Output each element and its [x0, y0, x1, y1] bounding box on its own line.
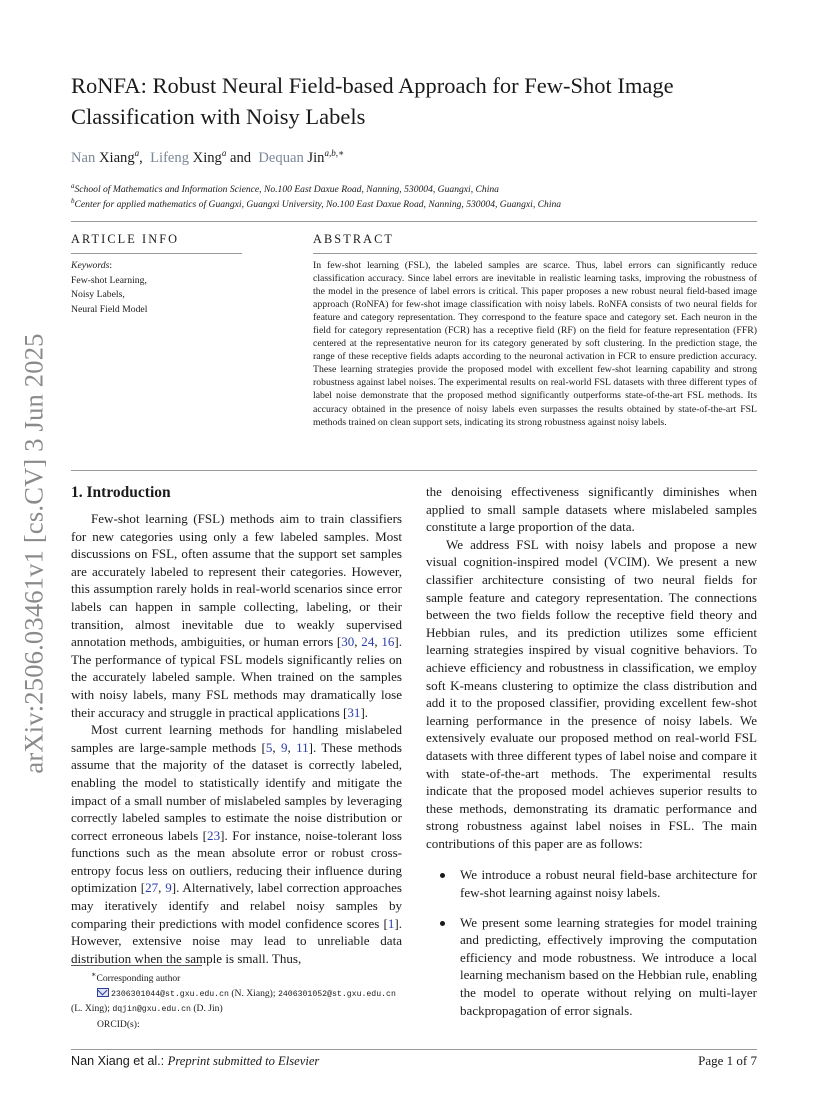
- author-affiliation-mark: a,b,∗: [324, 148, 345, 158]
- introduction-paragraph: We address FSL with noisy labels and propose a new visual cognition-inspired model (VCIM). We present a new classifier architecture consisting of two neural fields for sample feature and category representation. The connections between the two fields follow the receptive field theory and Hebbian rules, and its prediction utilizes some efficient learning strategies inspired by visual cognitive behaviors. To achieve efficiency and robustness in classification, we employ soft K-means clustering to optimize the class distribution and add it to the proposed classifier, providing excellent few-shot learning performance in the presence of noisy labels. We extensively evaluate our proposed method on real-world FSL datasets with three different types of label noise and compare it with state-of-the-art methods. The experimental results indicate that the proposed model achieves superior results to these methods, demonstrating its dramatic performance and strong robustness against label noises in FSL. The main contributions of this paper are as follows:: [426, 536, 757, 851]
- author-separator: ,: [139, 149, 151, 166]
- header-divider: [71, 221, 757, 222]
- email-icon: [97, 988, 109, 997]
- introduction-paragraph: Most current learning methods for handling mislabeled samples are large-sample methods [5, 9, 11]. These methods assume that the majority of the dataset is correctly labeled, enabling the model to statistically identify and mitigate the impact of a small number of mislabeled samples by leveraging correctly labeled samples to estimate the noise distribution or correct erroneous labels [23]. For instance, noise-tolerant loss functions such as the mean absolute error or robust cross-entropy focus less on outliers, reducing their influence during optimization [27, 9]. Alternatively, label correction approaches may iteratively identify and relabel noisy samples by comparing their predictions with model confidence scores [1]. However, extensive noise may lead to unreliable data distribution when the sample is small. Thus,: [71, 722, 403, 966]
- paper-title: RoNFA: Robust Neural Field-based Approach for Few-Shot Image Classification with Noisy Labels: [71, 73, 674, 129]
- email-link[interactable]: dqjin@gxu.edu.cn: [112, 1005, 191, 1015]
- bullet-icon: [440, 921, 445, 926]
- introduction-paragraph: Few-shot learning (FSL) methods aim to train classifiers for new categories using only a few labeled samples. Most discussions on FSL, often assume that the support set samples are accurately labeled to represent their categories. However, this assumption rarely holds in real-world scenarios since error labels can happen in sample collecting, labeling, or their transition, almost inevitable due to weakly supervised annotation methods, ambiguities, or human errors [30, 24, 16]. The performance of typical FSL models significantly relies on the accurately labeled sample. When trained on the samples with noisy labels, many FSL methods may dramatically lose their accuracy and struggle in practical applications [31].: [71, 511, 402, 720]
- citation-link[interactable]: 9: [165, 880, 172, 896]
- author-separator: and: [226, 149, 259, 166]
- contributions-list: [426, 866, 757, 1019]
- footnote-divider: [71, 965, 202, 966]
- arxiv-identifier-stamp: [12, 318, 56, 788]
- keyword-item: Noisy Labels,: [71, 289, 125, 300]
- page-number: Page 1 of 7: [698, 1053, 757, 1068]
- email-line: (L. Xing); dqjin@gxu.edu.cn (D. Jin): [71, 1003, 223, 1015]
- affiliation-text: School of Mathematics and Information Science, No.100 East Daxue Road, Nanning, 530004, Guangxi, China: [74, 184, 499, 196]
- introduction-heading: 1. Introduction: [71, 484, 171, 501]
- citation-link[interactable]: 30: [341, 634, 355, 650]
- contribution-item: [460, 914, 757, 1020]
- author-first-name: Nan: [71, 149, 99, 166]
- abstract-heading: ABSTRACT: [313, 232, 395, 246]
- author-first-name: Lifeng: [150, 149, 193, 166]
- citation-link[interactable]: 11: [296, 739, 309, 755]
- author-last-name: Jin: [307, 149, 325, 166]
- affiliation-mark: a: [71, 182, 75, 190]
- citation-link[interactable]: 23: [207, 827, 221, 843]
- article-info-heading: ARTICLE INFO: [71, 232, 180, 246]
- footnote: [71, 968, 402, 1032]
- affiliation-text: Center for applied mathematics of Guangxi, Guangxi University, No.100 East Daxue Road, Nanning, 530004, Guangxi, China: [74, 199, 562, 211]
- abstract-divider: [313, 253, 757, 254]
- affiliation-b: [71, 195, 771, 211]
- citation-link[interactable]: 27: [145, 880, 159, 896]
- contribution-text: We present some learning strategies for model training and predicting, effectively improving the computation efficiency and mode robustness. We introduce a local learning mechanism based on the Hebbian rule, enabling the model to operate without relying on multi-layer backpropagation of error signals.: [460, 914, 757, 1018]
- corresponding-author-note: ∗Corresponding author: [91, 970, 181, 985]
- affiliation-a: [71, 180, 771, 196]
- contribution-text: We introduce a robust neural field-base architecture for few-shot learning against noisy labels.: [460, 867, 757, 901]
- affiliation-mark: b: [71, 197, 75, 205]
- author-list: [71, 143, 671, 168]
- orcid-line: ORCID(s):: [97, 1018, 140, 1030]
- abstract-bottom-divider: [71, 470, 757, 471]
- author-affiliation-mark: a: [221, 148, 227, 158]
- contribution-item: [460, 866, 757, 901]
- keywords-label-line: Keywords:: [71, 260, 113, 271]
- author-affiliation-mark: a: [134, 148, 140, 158]
- citation-link[interactable]: 24: [361, 634, 375, 650]
- keyword-item: Neural Field Model: [71, 303, 148, 315]
- abstract-text: In few-shot learning (FSL), the labeled samples are scarce. Thus, label errors can significantly reduce classification accuracy. Since label errors are inevitable in realistic learning tasks, improving the robustness of the model in the presence of label errors is critical. This paper proposes a new robust neural field-based image approach (RoNFA) for few-shot image classification with noisy labels. RoNFA consists of two neural fields for feature and category representation. They correspond to the feature space and category set. Each neuron in the field for category representation (FCR) has a receptive field (RF) on the field for feature representation (FFR) centered at the representative neuron for its category generated by soft clustering. In the prediction stage, the range of these receptive fields adapts according to the neuronal activation in FCR to ensure prediction accuracy. These learning strategies provide the proposed model with excellent few-shot learning capability and strong robustness against label noises. The experimental results on real-world FSL datasets with three different types of label noise demonstrate that the proposed method significantly outperforms state-of-the-art FSL methods. Its accuracy obtained in the presence of noisy labels even surpasses the results obtained by state-of-the-art FSL methods trained on clean support sets, indicating its strong robustness against noisy labels.: [313, 260, 757, 428]
- footer-authors: Nan Xiang et al.:: [71, 1054, 168, 1068]
- left-column: [71, 510, 402, 967]
- footer-venue: Preprint submitted to Elsevier: [167, 1054, 320, 1068]
- footer-divider: [71, 1049, 757, 1050]
- right-column: [426, 483, 757, 1031]
- citation-link[interactable]: 31: [347, 704, 361, 720]
- citation-link[interactable]: 1: [387, 915, 395, 931]
- introduction-continuation: the denoising effectiveness significantly diminishes when applied to small sample datasets where mislabeled samples constitute a large proportion of the data.: [426, 484, 757, 535]
- email-link[interactable]: 2406301052@st.gxu.edu.cn: [277, 989, 396, 999]
- email-link[interactable]: 2306301044@st.gxu.edu.cn: [111, 989, 229, 999]
- footer-left: [71, 1054, 319, 1069]
- arxiv-identifier-text: arXiv:2506.03461v1 [cs.CV] 3 Jun 2025: [18, 332, 49, 774]
- corresponding-author-text: Corresponding author: [96, 973, 181, 985]
- email-line: 2306301044@st.gxu.edu.cn (N. Xiang); 2406301052@st.gxu.edu.cn: [71, 987, 402, 1003]
- citation-link[interactable]: 9: [280, 739, 288, 755]
- article-info-divider: [71, 253, 242, 254]
- citation-link[interactable]: 5: [265, 739, 273, 755]
- keywords-block: [71, 259, 241, 317]
- keyword-item: Few-shot Learning,: [71, 274, 147, 286]
- bullet-icon: [440, 873, 445, 878]
- keywords-label: Keywords: [71, 260, 110, 271]
- citation-link[interactable]: 16: [381, 634, 395, 650]
- author-first-name: Dequan: [258, 149, 308, 166]
- author-last-name: Xiang: [98, 149, 135, 166]
- author-last-name: Xing: [192, 149, 222, 166]
